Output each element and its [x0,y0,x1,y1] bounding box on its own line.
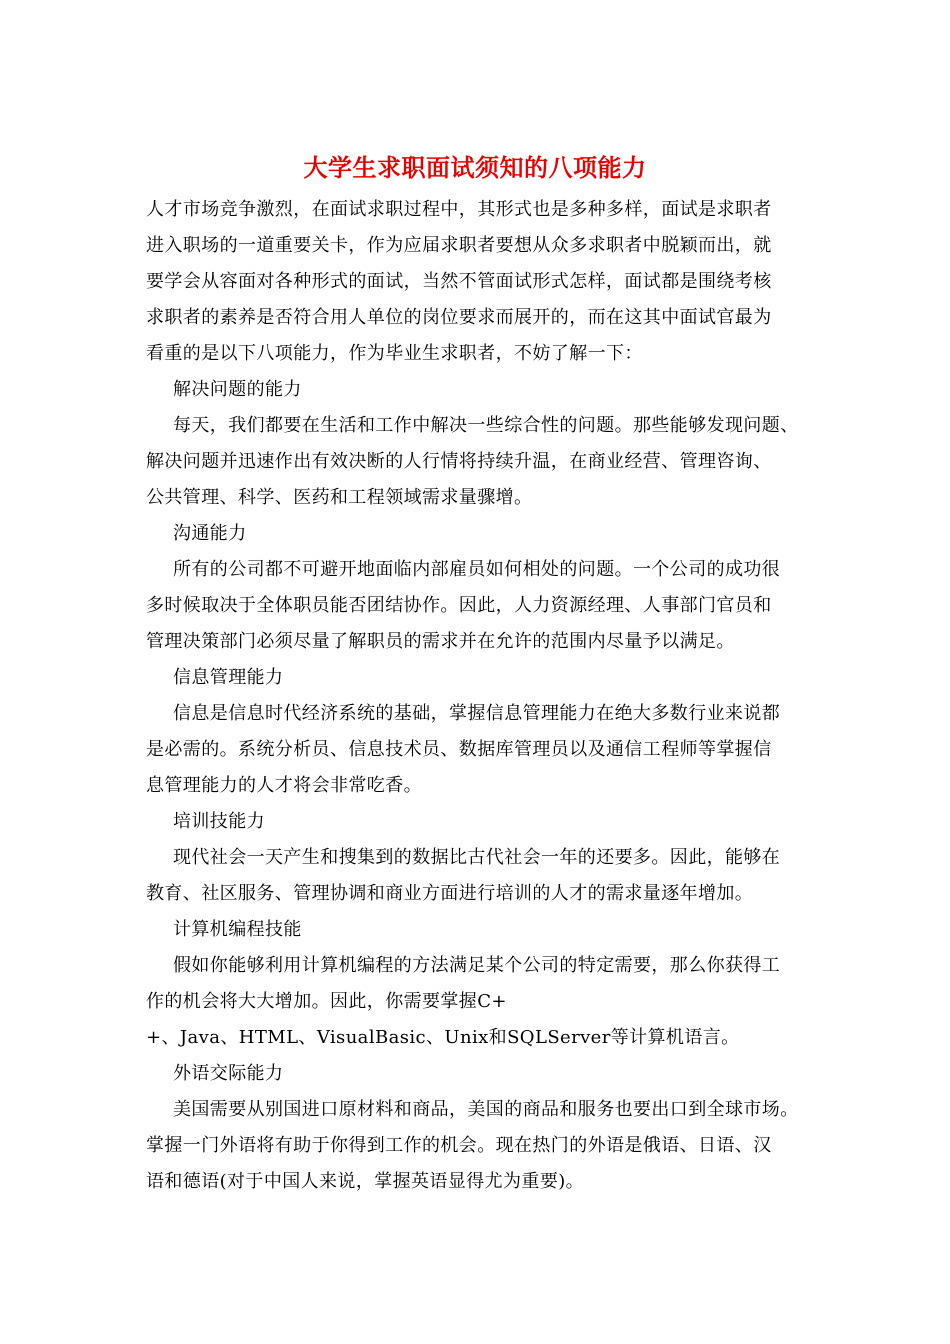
section-line: 语和德语(对于中国人来说，掌握英语显得尤为重要)。 [146,1171,585,1192]
section-line: 作的机会将大大增加。因此，你需要掌握C+ [146,991,507,1012]
intro-line: 人才市场竞争激烈，在面试求职过程中，其形式也是多种多样，面试是求职者 [146,199,772,220]
document-body [146,192,836,1200]
section-line: 公共管理、科学、医药和工程领域需求量骤增。 [146,487,533,508]
section-line: 管理决策部门必须尽量了解职员的需求并在允许的范围内尽量予以满足。 [146,631,735,652]
section-line: 掌握一门外语将有助于你得到工作的机会。现在热门的外语是俄语、日语、汉 [146,1135,772,1156]
section-line: 假如你能够利用计算机编程的方法满足某个公司的特定需要，那么你获得工 [173,955,781,976]
section-line: +、Java、HTML、VisualBasic、Unix和SQLServer等计算机语言。 [146,1027,740,1048]
section-line: 现代社会一天产生和搜集到的数据比古代社会一年的还要多。因此，能够在 [173,847,781,868]
section-heading: 信息管理能力 [173,667,284,688]
section-line: 多时候取决于全体职员能否团结协作。因此，人力资源经理、人事部门官员和 [146,595,772,616]
intro-line: 进入职场的一道重要关卡，作为应届求职者要想从众多求职者中脱颖而出，就 [146,235,772,256]
page-title: 大学生求职面试须知的八项能力 [303,153,647,182]
section-heading: 培训技能力 [173,811,265,832]
section-line: 美国需要从别国进口原材料和商品，美国的商品和服务也要出口到全球市场。 [173,1099,799,1120]
section-line: 教育、社区服务、管理协调和商业方面进行培训的人才的需求量逐年增加。 [146,883,754,904]
intro-line: 要学会从容面对各种形式的面试，当然不管面试形式怎样，面试都是围绕考核 [146,271,772,292]
section-heading: 计算机编程技能 [173,919,302,940]
section-line: 每天，我们都要在生活和工作中解决一些综合性的问题。那些能够发现问题、 [173,415,799,436]
section-line: 解决问题并迅速作出有效决断的人行情将持续升温，在商业经营、管理咨询、 [146,451,772,472]
section-heading: 外语交际能力 [173,1063,284,1084]
section-heading: 沟通能力 [173,523,247,544]
intro-line: 看重的是以下八项能力，作为毕业生求职者，不妨了解一下： [146,343,643,364]
intro-line: 求职者的素养是否符合用人单位的岗位要求而展开的，而在这其中面试官最为 [146,307,772,328]
section-line: 信息是信息时代经济系统的基础，掌握信息管理能力在绝大多数行业来说都 [173,703,781,724]
section-line: 息管理能力的人才将会非常吃香。 [146,775,422,796]
section-line: 所有的公司都不可避开地面临内部雇员如何相处的问题。一个公司的成功很 [173,559,781,580]
section-line: 是必需的。系统分析员、信息技术员、数据库管理员以及通信工程师等掌握信 [146,739,772,760]
section-heading: 解决问题的能力 [173,379,302,400]
